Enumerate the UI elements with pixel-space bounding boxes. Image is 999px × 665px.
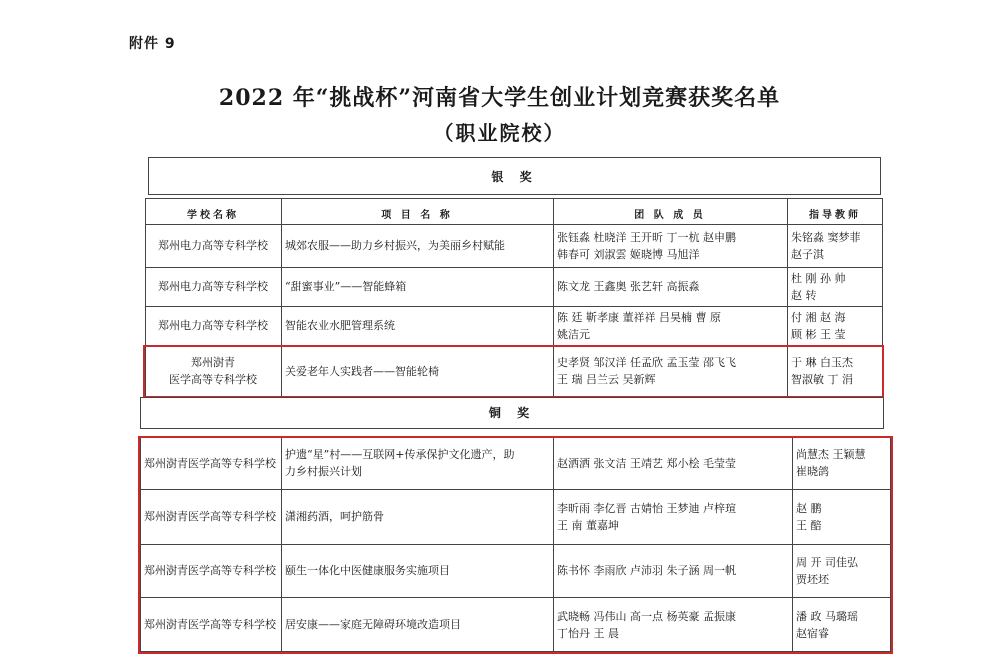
silver-row-3-school: 郑州电力高等专科学校 — [158, 319, 268, 332]
header-project: 项 目 名 称 — [381, 210, 453, 221]
bronze-row-1-school: 郑州澍青医学高等专科学校 — [144, 456, 276, 470]
silver-row-4-advisor: 于 琳 白玉杰 智淑敏 丁 涓 — [791, 356, 853, 386]
silver-row-2-project: “甜蜜事业”——智能蜂箱 — [285, 280, 407, 293]
bronze-row-4-project: 居安康——家庭无障碍环境改造项目 — [285, 618, 461, 631]
bronze-row-3-project: 颐生一体化中医健康服务实施项目 — [285, 564, 450, 577]
bronze-row-4-advisor: 潘 政 马璐瑶 赵宿睿 — [796, 609, 858, 640]
silver-row-1-advisor: 朱铭淼 窦梦菲 赵子淇 — [791, 230, 861, 261]
silver-row-3-team: 陈 廷 靳孝康 董祥祥 吕昊楠 曹 原 姚洁元 — [557, 310, 721, 341]
silver-row-1-school: 郑州电力高等专科学校 — [158, 239, 268, 252]
document-subtitle: （职业院校） — [433, 121, 566, 145]
silver-row-4-project: 关爱老年人实践者——智能轮椅 — [285, 364, 439, 378]
silver-row-2-school: 郑州电力高等专科学校 — [158, 280, 268, 293]
silver-row-2-team: 陈文龙 王鑫奥 张艺轩 高振淼 — [557, 280, 700, 293]
silver-row-4-team: 史孝贤 邹汉洋 任孟欣 孟玉莹 邵飞飞 王 瑞 吕兰云 吴新辉 — [557, 356, 736, 386]
header-school: 学校名称 — [187, 210, 239, 221]
highlight-box-bronze-rows — [138, 436, 893, 654]
bronze-row-3-advisor: 周 开 司佳弘 贾坯坯 — [796, 555, 858, 586]
bronze-row-4-team: 武晓畅 冯伟山 高一点 杨英豪 孟振康 丁怡丹 王 晨 — [557, 609, 736, 640]
bronze-section-label: 铜 奖 — [488, 406, 536, 420]
bronze-row-2-school: 郑州澍青医学高等专科学校 — [144, 510, 276, 523]
bronze-row-1-project: 护遗“星”村——互联网+传承保护文化遗产，助 力乡村振兴计划 — [285, 448, 515, 478]
silver-row-1-team: 张钰淼 杜晓洋 王开昕 丁一杭 赵申鹏 韩春可 刘淑雲 姬晓博 马旭洋 — [557, 230, 736, 261]
header-advisor: 指导教师 — [809, 210, 861, 221]
bronze-row-1-advisor: 尚慧杰 王颖慧 崔晓鸽 — [796, 448, 866, 478]
bronze-row-2-advisor: 赵 鹏 王 醅 — [796, 501, 822, 532]
bronze-row-2-project: 潇湘药酒，呵护筋骨 — [285, 510, 384, 523]
document-title: 2022 年“挑战杯”河南省大学生创业计划竞赛获奖名单 — [218, 85, 781, 111]
silver-row-3-project: 智能农业水肥管理系统 — [285, 319, 395, 332]
silver-row-4-school: 郑州澍青 医学高等专科学校 — [169, 356, 257, 386]
bronze-row-1-team: 赵洒洒 张文洁 王靖艺 郑小桧 毛莹莹 — [557, 456, 736, 470]
highlight-box-silver-row — [143, 345, 884, 398]
header-team: 团 队 成 员 — [634, 210, 706, 221]
silver-row-1-project: 城郊农服——助力乡村振兴，为美丽乡村赋能 — [285, 239, 505, 252]
bronze-row-4-school: 郑州澍青医学高等专科学校 — [144, 618, 276, 631]
bronze-row-2-team: 李昕雨 李亿晋 古婧怡 王梦迪 卢梓瑄 王 南 董嘉坤 — [557, 501, 736, 532]
silver-section-label: 银 奖 — [491, 170, 538, 184]
silver-row-3-advisor: 付 湘 赵 海 顾 彬 王 莹 — [791, 310, 846, 341]
bronze-row-3-team: 陈书怀 李雨欣 卢沛羽 朱子涵 周一帆 — [557, 564, 736, 577]
attachment-label: 附件 9 — [129, 36, 176, 52]
silver-row-2-advisor: 杜 刚 孙 帅 赵 转 — [791, 271, 846, 302]
bronze-row-3-school: 郑州澍青医学高等专科学校 — [144, 564, 276, 577]
